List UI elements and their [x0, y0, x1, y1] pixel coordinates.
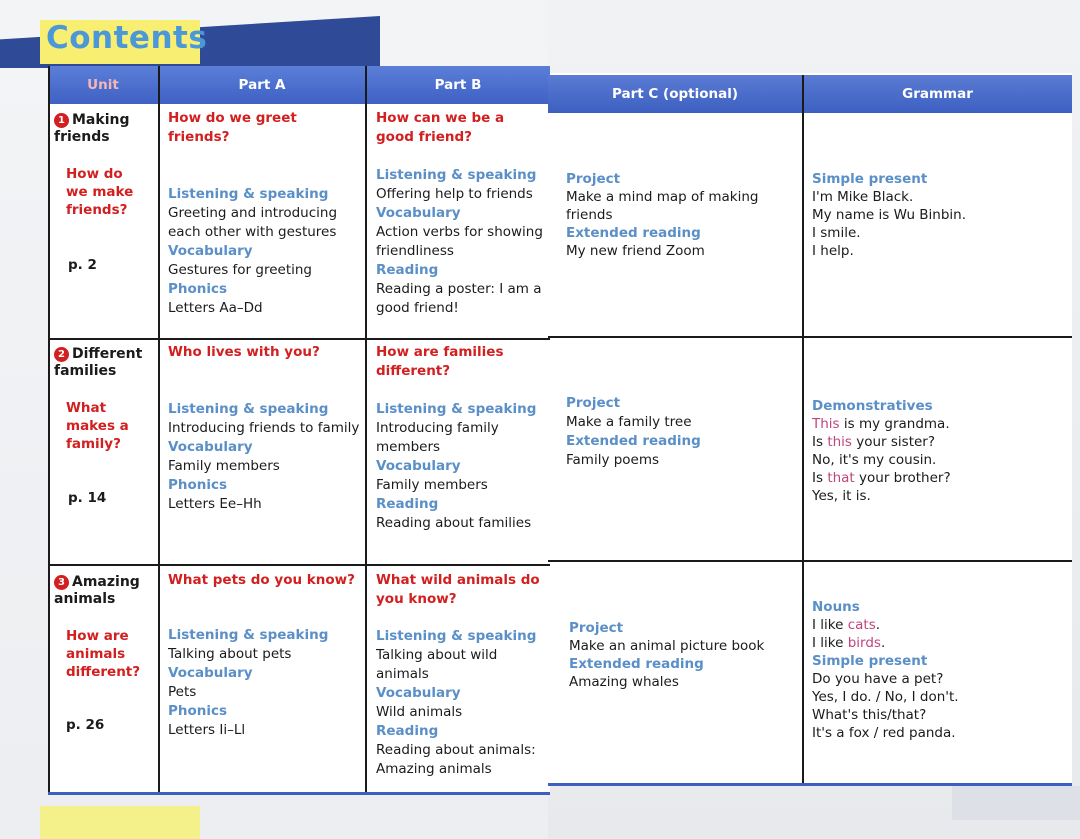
- ls-text: Offering help to friends: [376, 186, 533, 202]
- vocab-label: Vocabulary: [168, 665, 253, 681]
- grid-line: [48, 66, 50, 794]
- part-a-cell: [168, 109, 362, 318]
- project-label: Project: [566, 171, 621, 187]
- project-label: Project: [569, 620, 624, 636]
- highlight-word: that: [827, 470, 855, 486]
- grammar-text: Is: [812, 434, 828, 450]
- vocab-text: Gestures for greeting: [168, 262, 312, 278]
- vocab-label: Vocabulary: [376, 458, 461, 474]
- extended-reading-text: My new friend Zoom: [566, 243, 705, 259]
- reading-label: Reading: [376, 262, 439, 278]
- phonics-text: Letters Aa–Dd: [168, 300, 263, 316]
- ls-label: Listening & speaking: [168, 186, 329, 202]
- project-text: Make a family tree: [566, 414, 692, 430]
- grid-line: [802, 75, 804, 785]
- unit-page: p. 2: [68, 257, 97, 273]
- unit-1-cell: [54, 112, 154, 146]
- grid-line: [548, 560, 1072, 562]
- grammar-line: [812, 415, 1062, 433]
- bottom-tab: [40, 806, 200, 839]
- grammar-text: is my grandma.: [839, 416, 950, 432]
- unit-number-badge: 1: [54, 113, 69, 128]
- reading-text: Reading about families: [376, 515, 532, 531]
- grammar-line: I'm Mike Black.: [812, 189, 914, 205]
- grammar-line: I help.: [812, 243, 854, 259]
- grammar-text: I like: [812, 617, 848, 633]
- ls-label: Listening & speaking: [376, 167, 537, 183]
- grammar-line: [812, 469, 1062, 487]
- grammar-line: I smile.: [812, 225, 861, 241]
- unit-question: What makes a family?: [66, 400, 129, 452]
- grammar-label: Simple present: [812, 171, 928, 187]
- ls-text: Talking about pets: [168, 646, 292, 662]
- grammar-label: Nouns: [812, 599, 860, 615]
- grammar-label: Simple present: [812, 653, 928, 669]
- grammar-line: What's this/that?: [812, 707, 927, 723]
- vocab-label: Vocabulary: [168, 243, 253, 259]
- grammar-text: I like: [812, 635, 848, 651]
- grammar-line: [812, 616, 1062, 634]
- extended-reading-text: Family poems: [566, 452, 660, 468]
- ls-text: Greeting and introducing each other with gestures: [168, 205, 338, 240]
- grid-line: [548, 783, 1072, 786]
- part-a-cell: [168, 571, 362, 740]
- phonics-label: Phonics: [168, 477, 228, 493]
- grammar-cell: [812, 397, 1062, 505]
- grammar-cell: [812, 170, 1062, 260]
- grammar-line: My name is Wu Binbin.: [812, 207, 967, 223]
- vocab-text: Wild animals: [376, 704, 463, 720]
- extended-reading-label: Extended reading: [569, 656, 704, 672]
- unit-number-badge: 2: [54, 347, 69, 362]
- header-part-c: Part C (optional): [611, 86, 739, 102]
- grammar-label: Demonstratives: [812, 398, 933, 414]
- part-b-question: How can we be a good friend?: [376, 110, 505, 145]
- phonics-label: Phonics: [168, 703, 228, 719]
- grammar-text: Is: [812, 470, 828, 486]
- reading-label: Reading: [376, 723, 439, 739]
- grid-line: [548, 336, 1072, 338]
- project-label: Project: [566, 395, 621, 411]
- vocab-text: Family members: [376, 477, 488, 493]
- grid-line: [158, 66, 160, 794]
- reading-text: Reading a poster: I am a good friend!: [376, 281, 542, 316]
- highlight-word: birds: [847, 635, 881, 651]
- header-part-b: Part B: [434, 77, 482, 93]
- grammar-line: No, it's my cousin.: [812, 452, 937, 468]
- highlight-word: This: [812, 416, 840, 432]
- vocab-text: Pets: [168, 684, 197, 700]
- grid-line: [48, 564, 550, 566]
- ls-label: Listening & speaking: [376, 401, 537, 417]
- phonics-text: Letters Ee–Hh: [168, 496, 262, 512]
- unit-number-badge: 3: [54, 575, 69, 590]
- grammar-text: .: [880, 635, 886, 651]
- part-a-question: How do we greet friends?: [168, 110, 297, 145]
- vocab-text: Family members: [168, 458, 280, 474]
- unit-question: How do we make friends?: [66, 166, 134, 218]
- part-a-question: What pets do you know?: [168, 572, 355, 588]
- grid-line: [365, 66, 367, 794]
- part-a-question: Who lives with you?: [168, 344, 320, 360]
- part-c-cell: [566, 170, 786, 260]
- ls-text: Introducing family members: [376, 420, 499, 455]
- grid-line: [48, 338, 550, 340]
- page-title: Contents: [46, 20, 208, 56]
- grid-line: [48, 792, 550, 795]
- grammar-line: Yes, I do. / No, I don't.: [812, 689, 959, 705]
- ls-text: Talking about wild animals: [376, 647, 498, 682]
- extended-reading-label: Extended reading: [566, 433, 701, 449]
- header-part-a: Part A: [238, 77, 286, 93]
- unit-name: Different families: [54, 346, 143, 379]
- part-b-question: What wild animals do you know?: [376, 572, 540, 607]
- ls-text: Introducing friends to family: [168, 420, 360, 436]
- highlight-word: this: [827, 434, 852, 450]
- page-edge-strip: [952, 786, 1080, 820]
- unit-page: p. 14: [68, 490, 107, 506]
- ls-label: Listening & speaking: [376, 628, 537, 644]
- part-c-cell: [566, 394, 786, 470]
- vocab-label: Vocabulary: [376, 685, 461, 701]
- unit-name: Making friends: [54, 112, 130, 145]
- ls-label: Listening & speaking: [168, 627, 329, 643]
- ls-label: Listening & speaking: [168, 401, 329, 417]
- unit-2-cell: [54, 346, 154, 380]
- header-grammar: Grammar: [902, 86, 973, 102]
- unit-page: p. 26: [66, 717, 105, 733]
- grammar-line: Do you have a pet?: [812, 671, 944, 687]
- project-text: Make an animal picture book: [569, 638, 765, 654]
- reading-text: Reading about animals: Amazing animals: [376, 742, 536, 777]
- highlight-word: cats: [847, 617, 876, 633]
- part-c-cell: [569, 619, 789, 691]
- grammar-line: It's a fox / red panda.: [812, 725, 956, 741]
- project-text: Make a mind map of making friends: [566, 189, 759, 223]
- grammar-text: your sister?: [851, 434, 936, 450]
- extended-reading-label: Extended reading: [566, 225, 701, 241]
- phonics-label: Phonics: [168, 281, 228, 297]
- reading-label: Reading: [376, 496, 439, 512]
- part-b-question: How are families different?: [376, 344, 504, 379]
- vocab-label: Vocabulary: [376, 205, 461, 221]
- grammar-cell: [812, 598, 1062, 742]
- part-b-cell: [376, 343, 546, 533]
- unit-name: Amazing animals: [54, 574, 140, 607]
- vocab-label: Vocabulary: [168, 439, 253, 455]
- grammar-line: [812, 433, 1062, 451]
- vocab-text: Action verbs for showing friendliness: [376, 224, 543, 259]
- part-b-cell: [376, 109, 546, 318]
- part-b-cell: [376, 571, 548, 779]
- header-unit: Unit: [87, 77, 119, 93]
- part-a-cell: [168, 343, 362, 514]
- grammar-text: your brother?: [854, 470, 951, 486]
- grammar-line: [812, 634, 1062, 652]
- unit-question: How are animals different?: [66, 628, 141, 680]
- phonics-text: Letters Ii–Ll: [168, 722, 246, 738]
- unit-3-cell: [54, 574, 154, 608]
- grammar-line: Yes, it is.: [812, 488, 871, 504]
- grammar-text: .: [875, 617, 881, 633]
- extended-reading-text: Amazing whales: [569, 674, 679, 690]
